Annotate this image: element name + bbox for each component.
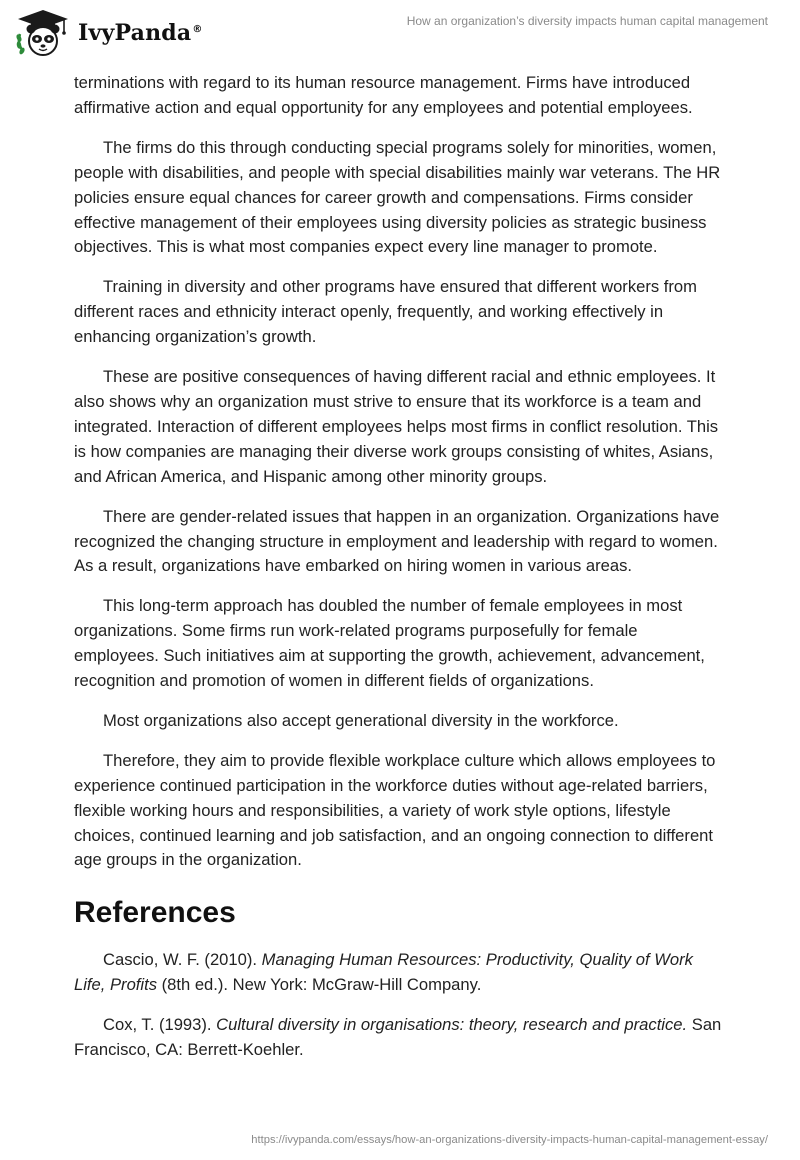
paragraph: Most organizations also accept generational diversity in the workforce. [103,710,619,730]
reference-title: Cultural diversity in organisations: theory, research and practice. [216,1015,688,1035]
reference-item: Cascio, W. F. (2010). Managing Human Resources: Productivity, Quality of Work Life, Profits (8th ed.). New York: McGraw-Hill Company. [74,950,693,995]
paragraph: terminations with regard to its human resource management. Firms have introduced affirmative action and equal opportunity for any employees and potential employees. [74,73,693,117]
paragraph: Training in diversity and other programs have ensured that different workers from different races and ethnicity interact openly, frequently, and working effectively in enhancing organization’s growth. [74,277,697,347]
document-title: How an organization’s diversity impacts human capital management [406,14,768,28]
paragraph: The firms do this through conducting special programs solely for minorities, women, people with disabilities, and people with special disabilities mainly war veterans. The HR policies ensure equal chances for career growth and compensations. Firms consider effective management of their employees using diversity policies as strategic business objectives. This is what most companies expect every line manager to promote. [74,137,721,257]
essay-body [74,71,726,1078]
paragraph: There are gender-related issues that happen in an organization. Organizations have recognized the changing structure in employment and leadership with regard to women. As a result, organizations have embarked on hiring women in various areas. [74,506,720,576]
references-heading: References [74,896,236,930]
reference-title: Managing Human Resources: Productivity, Quality of Work Life, Profits [74,950,693,995]
panda-logo-icon [14,8,72,58]
source-url[interactable]: https://ivypanda.com/essays/how-an-organizations-diversity-impacts-human-capital-management-essay/ [251,1134,768,1146]
paragraph: These are positive consequences of having different racial and ethnic employees. It also shows why an organization must strive to ensure that its workforce is a team and integrated. Interaction of different employees helps most firms in conflict resolution. This is how companies are managing their diverse work groups consisting of whites, Asians, and African America, and Hispanic among other minority groups. [74,367,719,486]
logo-text: IvyPanda® [78,20,203,46]
page-header [0,0,800,70]
paragraph: Therefore, they aim to provide flexible workplace culture which allows employees to experience continued participation in the workforce duties without age-related barriers, flexible working hours and responsibilities, a variety of work style options, lifestyle choices, continued learning and job satisfaction, and an ongoing connection to different age groups in the organization. [74,750,716,870]
ivypanda-logo[interactable] [14,8,203,58]
paragraph: This long-term approach has doubled the number of female employees in most organizations. Some firms run work-related programs purposefully for female employees. Such initiatives aim at supporting the growth, achievement, advancement, recognition and promotion of women in different fields of organizations. [74,596,705,691]
reference-item: Cox, T. (1993). Cultural diversity in organisations: theory, research and practice. San Francisco, CA: Berrett-Koehler. [74,1015,722,1060]
